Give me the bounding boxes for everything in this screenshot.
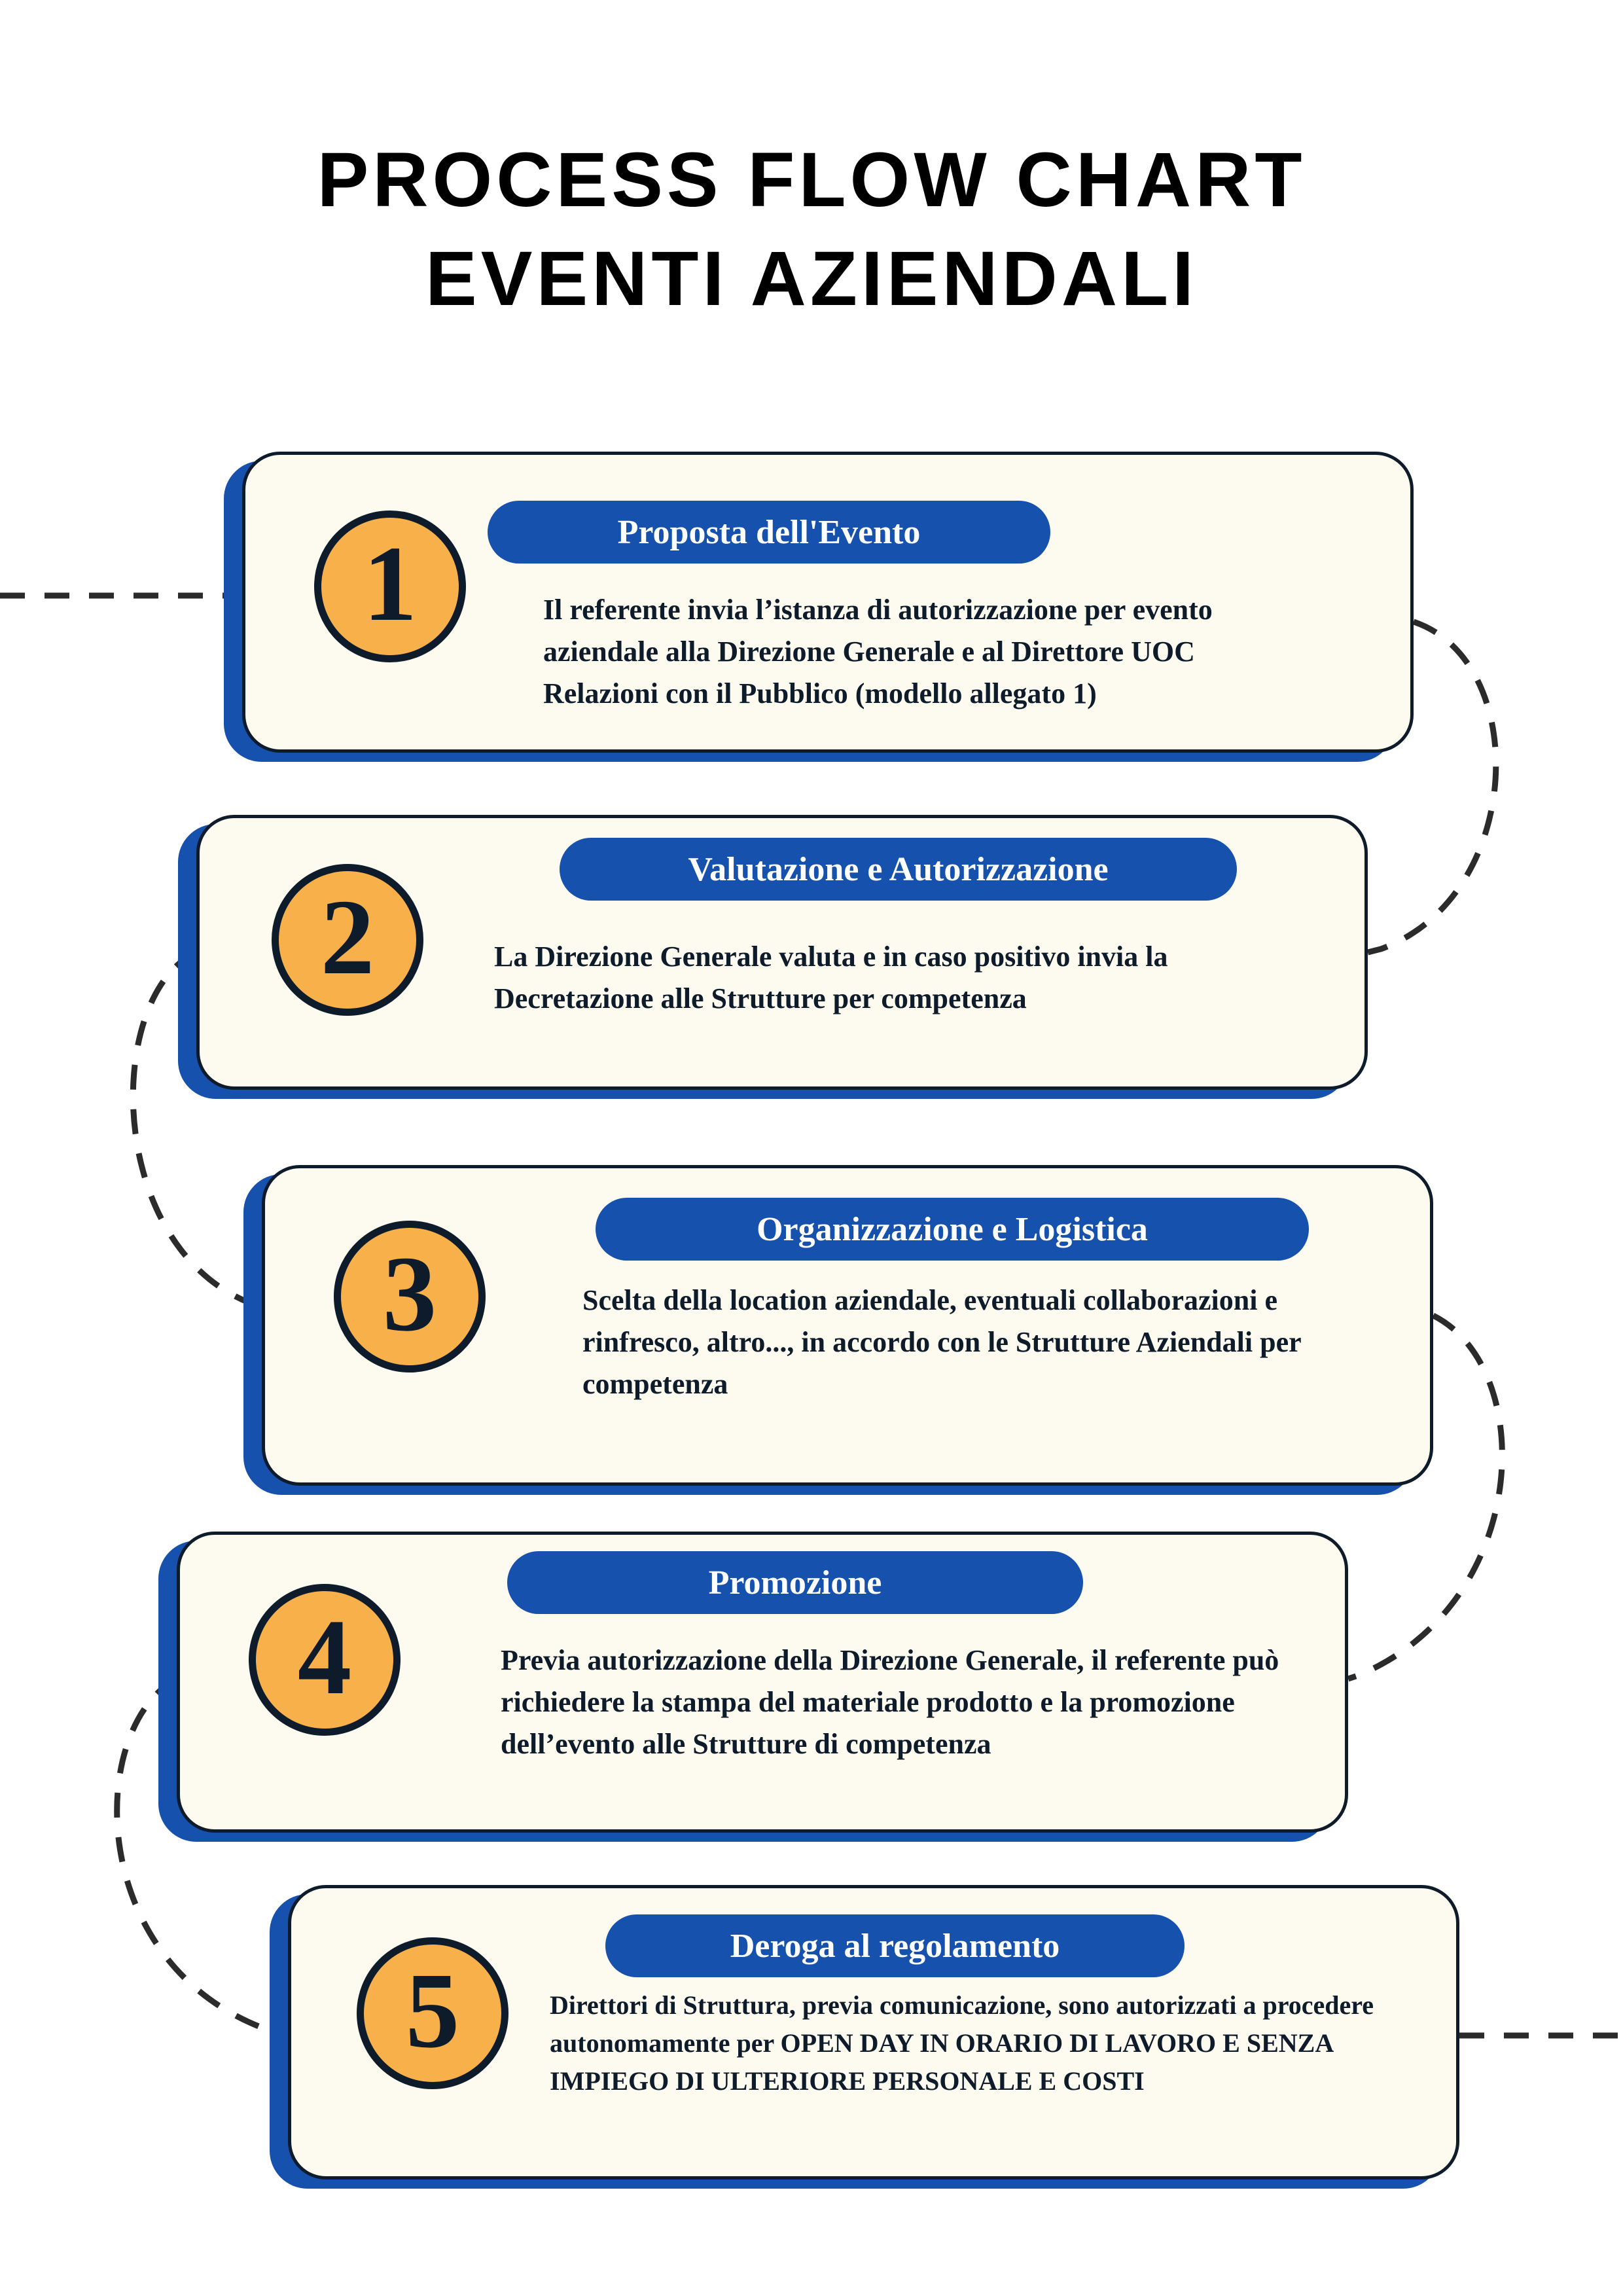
step-body-4: Previa autorizzazione della Direzione Generale, il referente può richiedere la stampa del materiale prodotto e la promozione dell’evento alle Strutture di competenza (501, 1644, 1279, 1760)
step-heading-4: Promozione (708, 1564, 882, 1602)
step-number-3: 3 (382, 1233, 437, 1354)
step-heading-pill-3 (596, 1198, 1309, 1261)
step-heading-pill-4 (507, 1551, 1083, 1614)
step-number-badge-4 (249, 1584, 401, 1736)
step-body-5: Direttori di Struttura, previa comunicazione, sono autorizzati a procedere autonomamente per OPEN DAY IN ORARIO DI LAVORO E SENZA IMPIEGO DI ULTERIORE PERSONALE E COSTI (550, 1990, 1374, 2096)
step-number-badge-1 (314, 511, 466, 662)
page-title-line-1: PROCESS FLOW CHART (317, 137, 1306, 223)
step-body-3: Scelta della location aziendale, eventuali collaborazioni e rinfresco, altro..., in accordo con le Strutture Aziendali per competenza (582, 1284, 1301, 1400)
step-number-1: 1 (363, 523, 418, 643)
step-body-2: La Direzione Generale valuta e in caso positivo invia la Decretazione alle Strutture per competenza (494, 941, 1168, 1014)
step-number-badge-5 (357, 1937, 508, 2089)
step-number-5: 5 (405, 1950, 460, 2070)
page-title-line-2: EVENTI AZIENDALI (425, 236, 1198, 323)
step-number-4: 4 (297, 1596, 352, 1717)
step-heading-5: Deroga al regolamento (730, 1927, 1060, 1965)
step-heading-3: Organizzazione e Logistica (757, 1210, 1148, 1248)
step-heading-1: Proposta dell'Evento (617, 513, 921, 551)
step-body-1: Il referente invia l’istanza di autorizzazione per evento aziendale alla Direzione Generale e al Direttore UOC Relazioni con il Pubblico (modello allegato 1) (543, 594, 1213, 709)
page-title (0, 131, 1623, 329)
step-heading-pill-1 (488, 501, 1050, 564)
step-number-badge-2 (272, 864, 423, 1016)
step-number-2: 2 (320, 876, 375, 997)
step-heading-pill-5 (605, 1914, 1185, 1977)
step-heading-pill-2 (560, 838, 1237, 901)
step-heading-2: Valutazione e Autorizzazione (688, 850, 1109, 888)
step-number-badge-3 (334, 1221, 486, 1372)
